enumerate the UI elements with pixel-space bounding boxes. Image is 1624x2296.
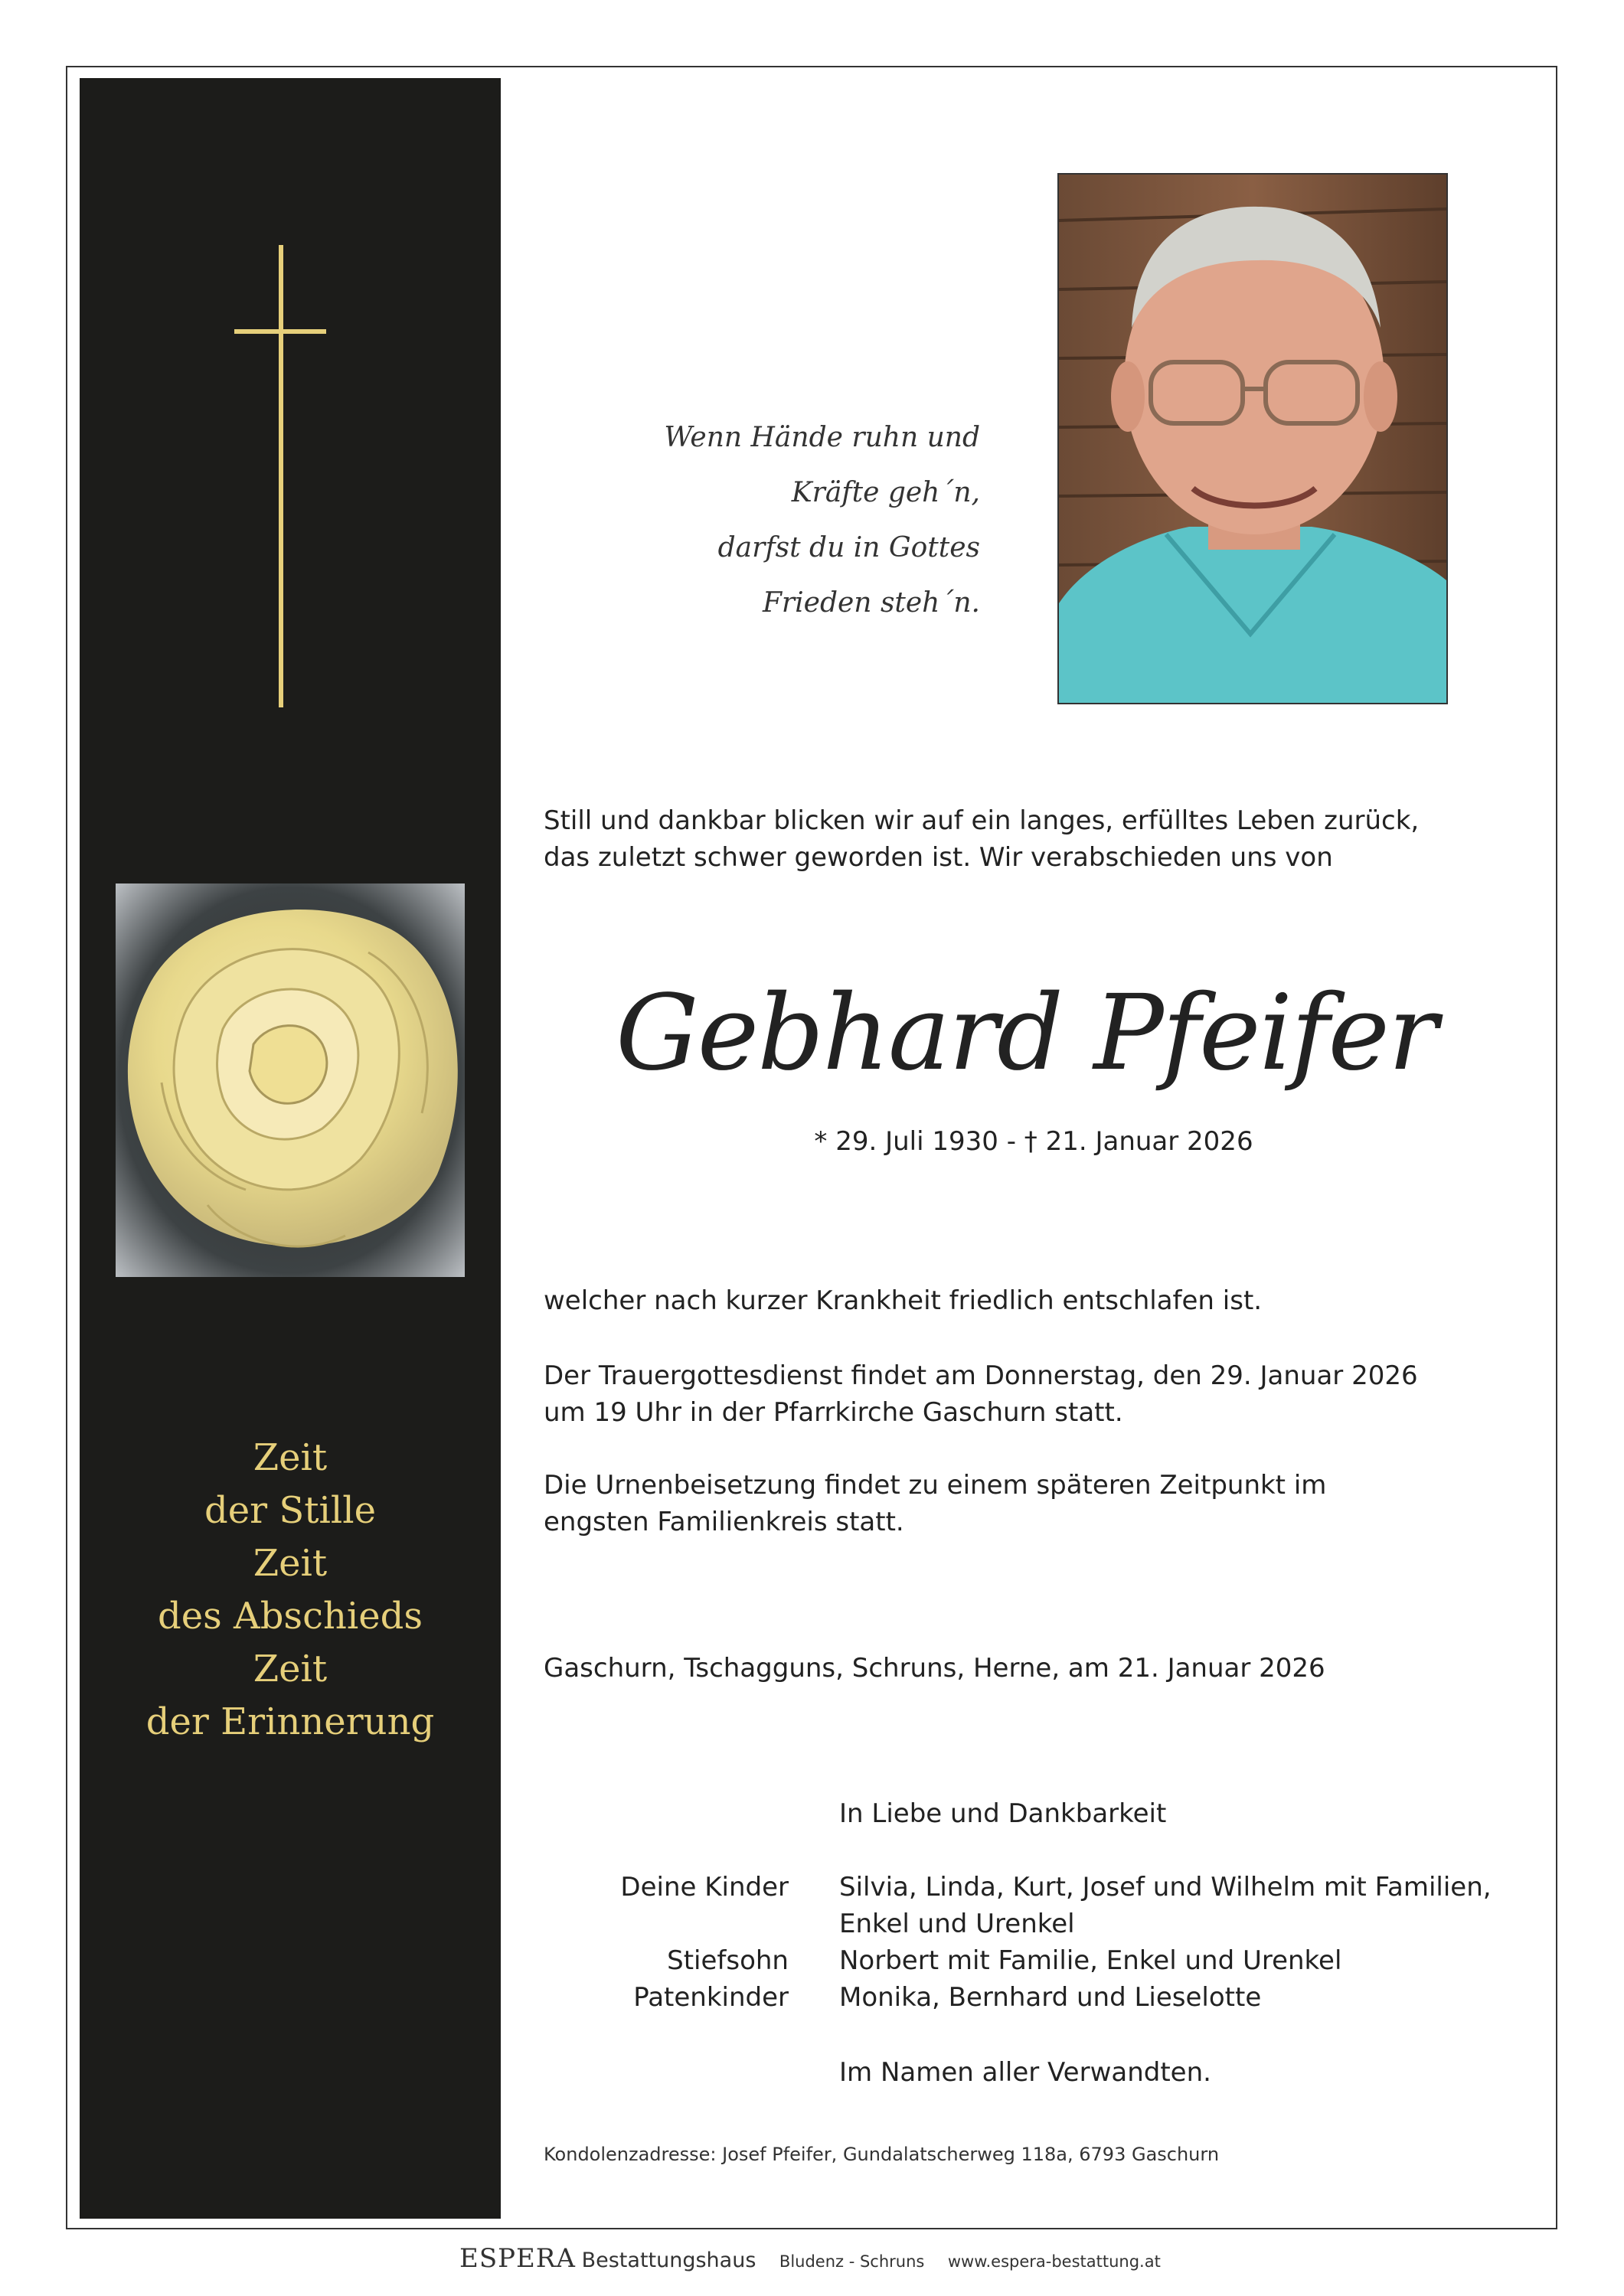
place-date-line: Gaschurn, Tschagguns, Schruns, Herne, am 21. Januar 2026 [544,1653,1325,1684]
footer [459,2243,1225,2274]
intro-line: Still und dankbar blicken wir auf ein langes, erfülltes Leben zurück, [544,805,1420,836]
family-names [839,1869,1492,1942]
family-names-line: Norbert mit Familie, Enkel und Urenkel [839,1945,1342,1976]
sidebar-verse [80,1432,501,1749]
service-text [544,1357,1418,1431]
verse-line: Zeit [253,1542,328,1585]
verse-line: der Erinnerung [145,1700,435,1743]
family-names [839,1979,1261,2016]
burial-line: Die Urnenbeisetzung findet zu einem späteren Zeitpunkt im [544,1470,1327,1501]
family-names [839,1942,1341,1979]
condolence-address: Kondolenzadresse: Josef Pfeifer, Gundalatscherweg 118a, 6793 Gaschurn [544,2144,1220,2165]
burial-line: engsten Familienkreis statt. [544,1507,904,1537]
poem-line: Wenn Hände ruhn und [664,422,980,453]
poem-line: Kräfte geh´n, [791,477,980,508]
poem-line: darfst du in Gottes [717,532,980,563]
intro-text [544,802,1419,876]
poem-line: Frieden steh´n. [762,587,980,619]
rose-image [116,883,465,1277]
signature-closing: Im Namen aller Verwandten. [839,2057,1211,2088]
service-line: Der Trauergottesdienst findet am Donnerstag, den 29. Januar 2026 [544,1360,1418,1391]
family-names-line: Silvia, Linda, Kurt, Josef und Wilhelm mit Familien, [839,1872,1492,1902]
footer-brand-sub: Bestattungshaus [581,2249,756,2272]
passing-text [544,1282,1262,1319]
family-role: Stiefsohn [667,1945,789,1976]
verse-line: Zeit [253,1648,328,1690]
signature-intro: In Liebe und Dankbarkeit [839,1798,1167,1829]
passing-line: welcher nach kurzer Krankheit friedlich entschlafen ist. [544,1285,1263,1316]
verse-line: Zeit [253,1436,328,1479]
family-role: Deine Kinder [620,1872,789,1902]
burial-text [544,1467,1326,1540]
footer-website: www.espera-bestattung.at [947,2252,1161,2271]
poem [582,410,980,631]
verse-line: des Abschieds [158,1595,423,1638]
portrait-photo [1057,173,1448,704]
life-dates: * 29. Juli 1930 - † 21. Januar 2026 [814,1126,1253,1157]
family-names-line: Monika, Bernhard und Lieselotte [839,1982,1262,2013]
intro-line: das zuletzt schwer geworden ist. Wir verabschieden uns von [544,842,1333,873]
place-date [544,1650,1325,1687]
footer-locations: Bludenz - Schruns [779,2252,925,2271]
family-role: Patenkinder [633,1982,789,2013]
service-line: um 19 Uhr in der Pfarrkirche Gaschurn statt. [544,1397,1123,1428]
footer-brand: ESPERA [459,2243,576,2274]
family-names-line: Enkel und Urenkel [839,1909,1075,1939]
cross-icon [234,245,326,707]
verse-line: der Stille [204,1489,376,1532]
deceased-name: Gebhard Pfeifer [616,973,1436,1094]
